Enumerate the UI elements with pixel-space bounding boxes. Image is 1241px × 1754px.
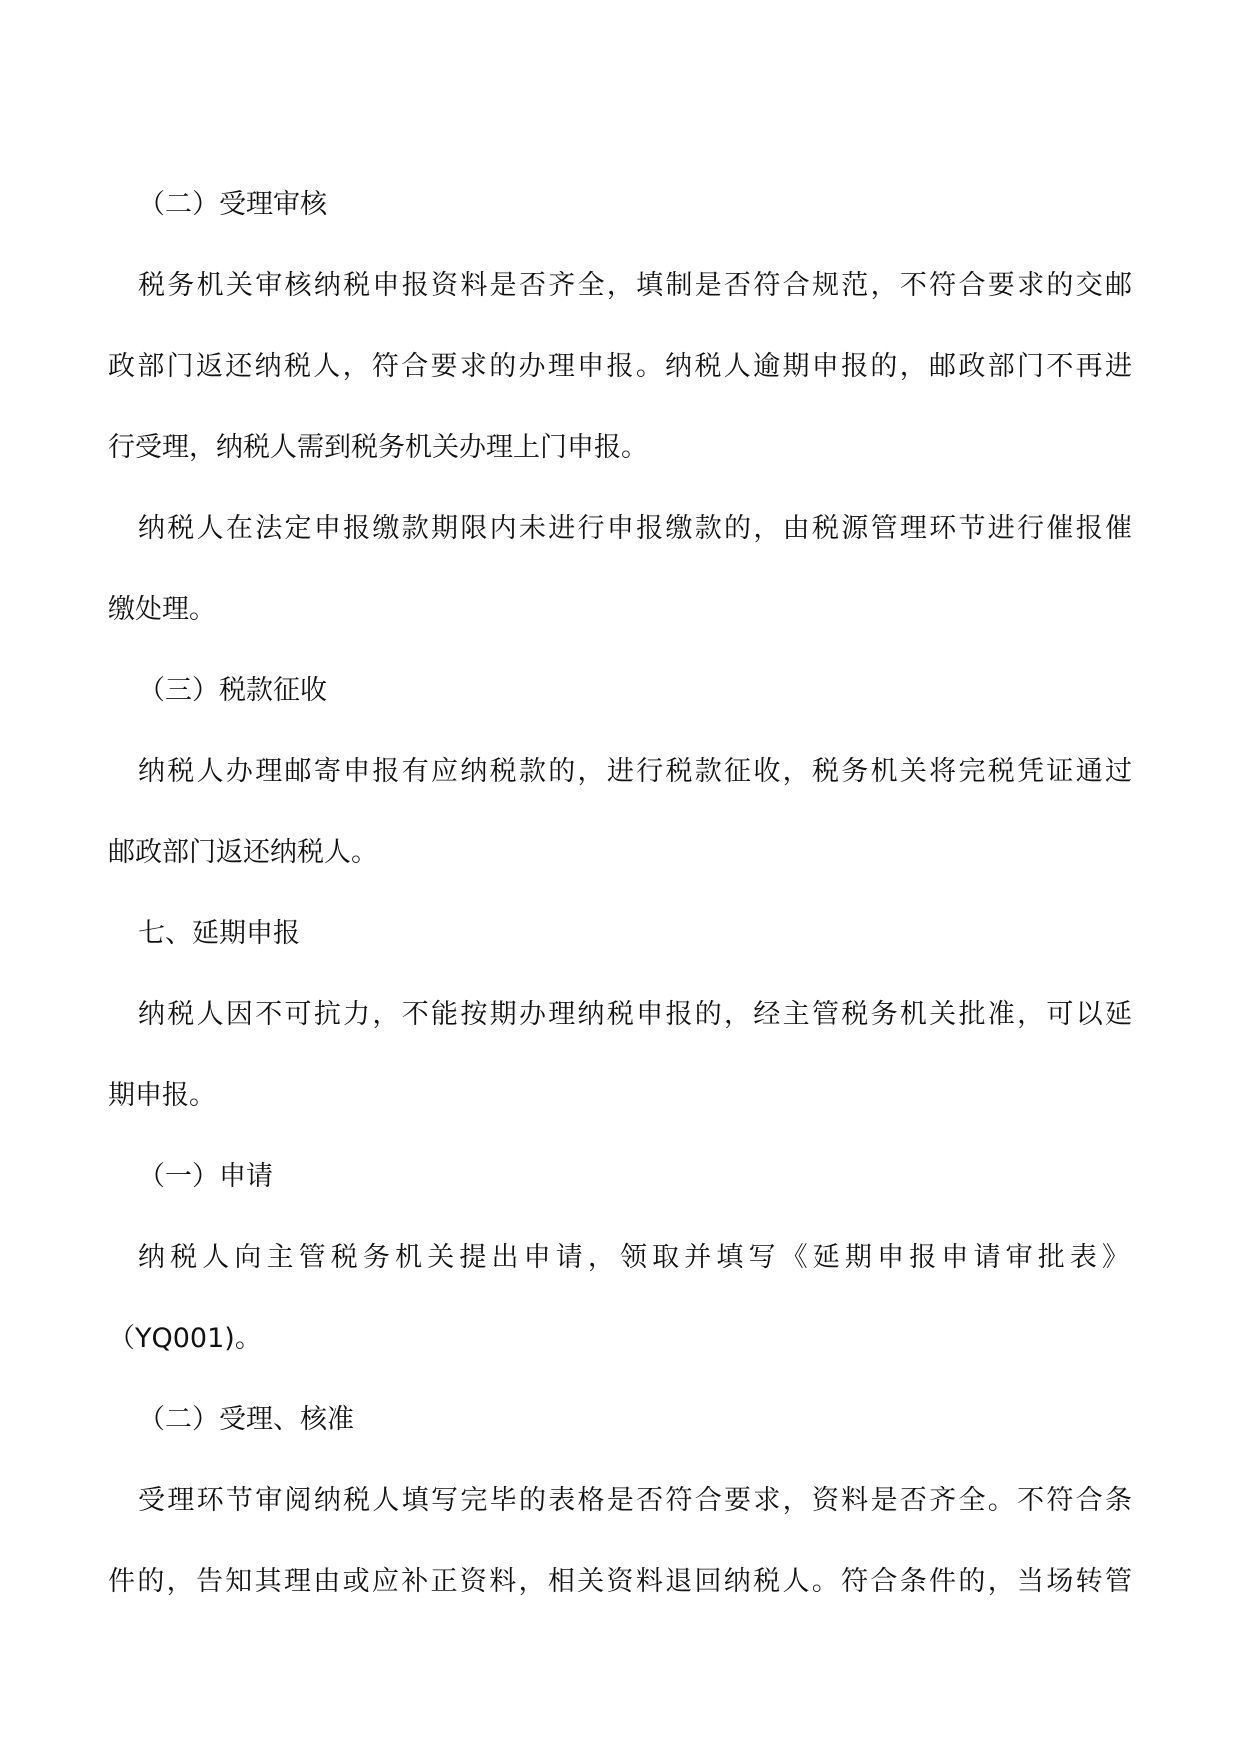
section-heading: （三）税款征收: [138, 675, 327, 706]
paragraph-line: （YQ001)。: [108, 1323, 262, 1354]
section-heading: （一）申请: [138, 1161, 273, 1192]
paragraph-line: 受理环节审阅纳税人填写完毕的表格是否符合要求，资料是否齐全。不符合条: [138, 1485, 1132, 1516]
document-body: [108, 164, 1132, 1622]
paragraph-line: 纳税人办理邮寄申报有应纳税款的，进行税款征收，税务机关将完税凭证通过: [138, 756, 1132, 787]
paragraph-line: 缴处理。: [108, 594, 216, 625]
paragraph-line: 期申报。: [108, 1080, 216, 1111]
paragraph-line: 纳税人向主管税务机关提出申请，领取并填写《延期申报申请审批表》: [138, 1242, 1132, 1273]
section-heading: 七、延期申报: [138, 918, 300, 949]
section-heading: （二）受理、核准: [138, 1404, 354, 1435]
paragraph-line: 件的，告知其理由或应补正资料，相关资料退回纳税人。符合条件的，当场转管: [108, 1566, 1132, 1597]
paragraph-line: 纳税人因不可抗力，不能按期办理纳税申报的，经主管税务机关批准，可以延: [138, 999, 1132, 1030]
section-heading: （二）受理审核: [138, 189, 327, 220]
paragraph-line: 行受理，纳税人需到税务机关办理上门申报。: [108, 432, 648, 463]
paragraph-line: 政部门返还纳税人，符合要求的办理申报。纳税人逾期申报的，邮政部门不再进: [108, 351, 1132, 382]
paragraph-line: 邮政部门返还纳税人。: [108, 837, 378, 868]
paragraph-line: 税务机关审核纳税申报资料是否齐全，填制是否符合规范，不符合要求的交邮: [138, 270, 1132, 301]
paragraph-line: 纳税人在法定申报缴款期限内未进行申报缴款的，由税源管理环节进行催报催: [138, 513, 1132, 544]
